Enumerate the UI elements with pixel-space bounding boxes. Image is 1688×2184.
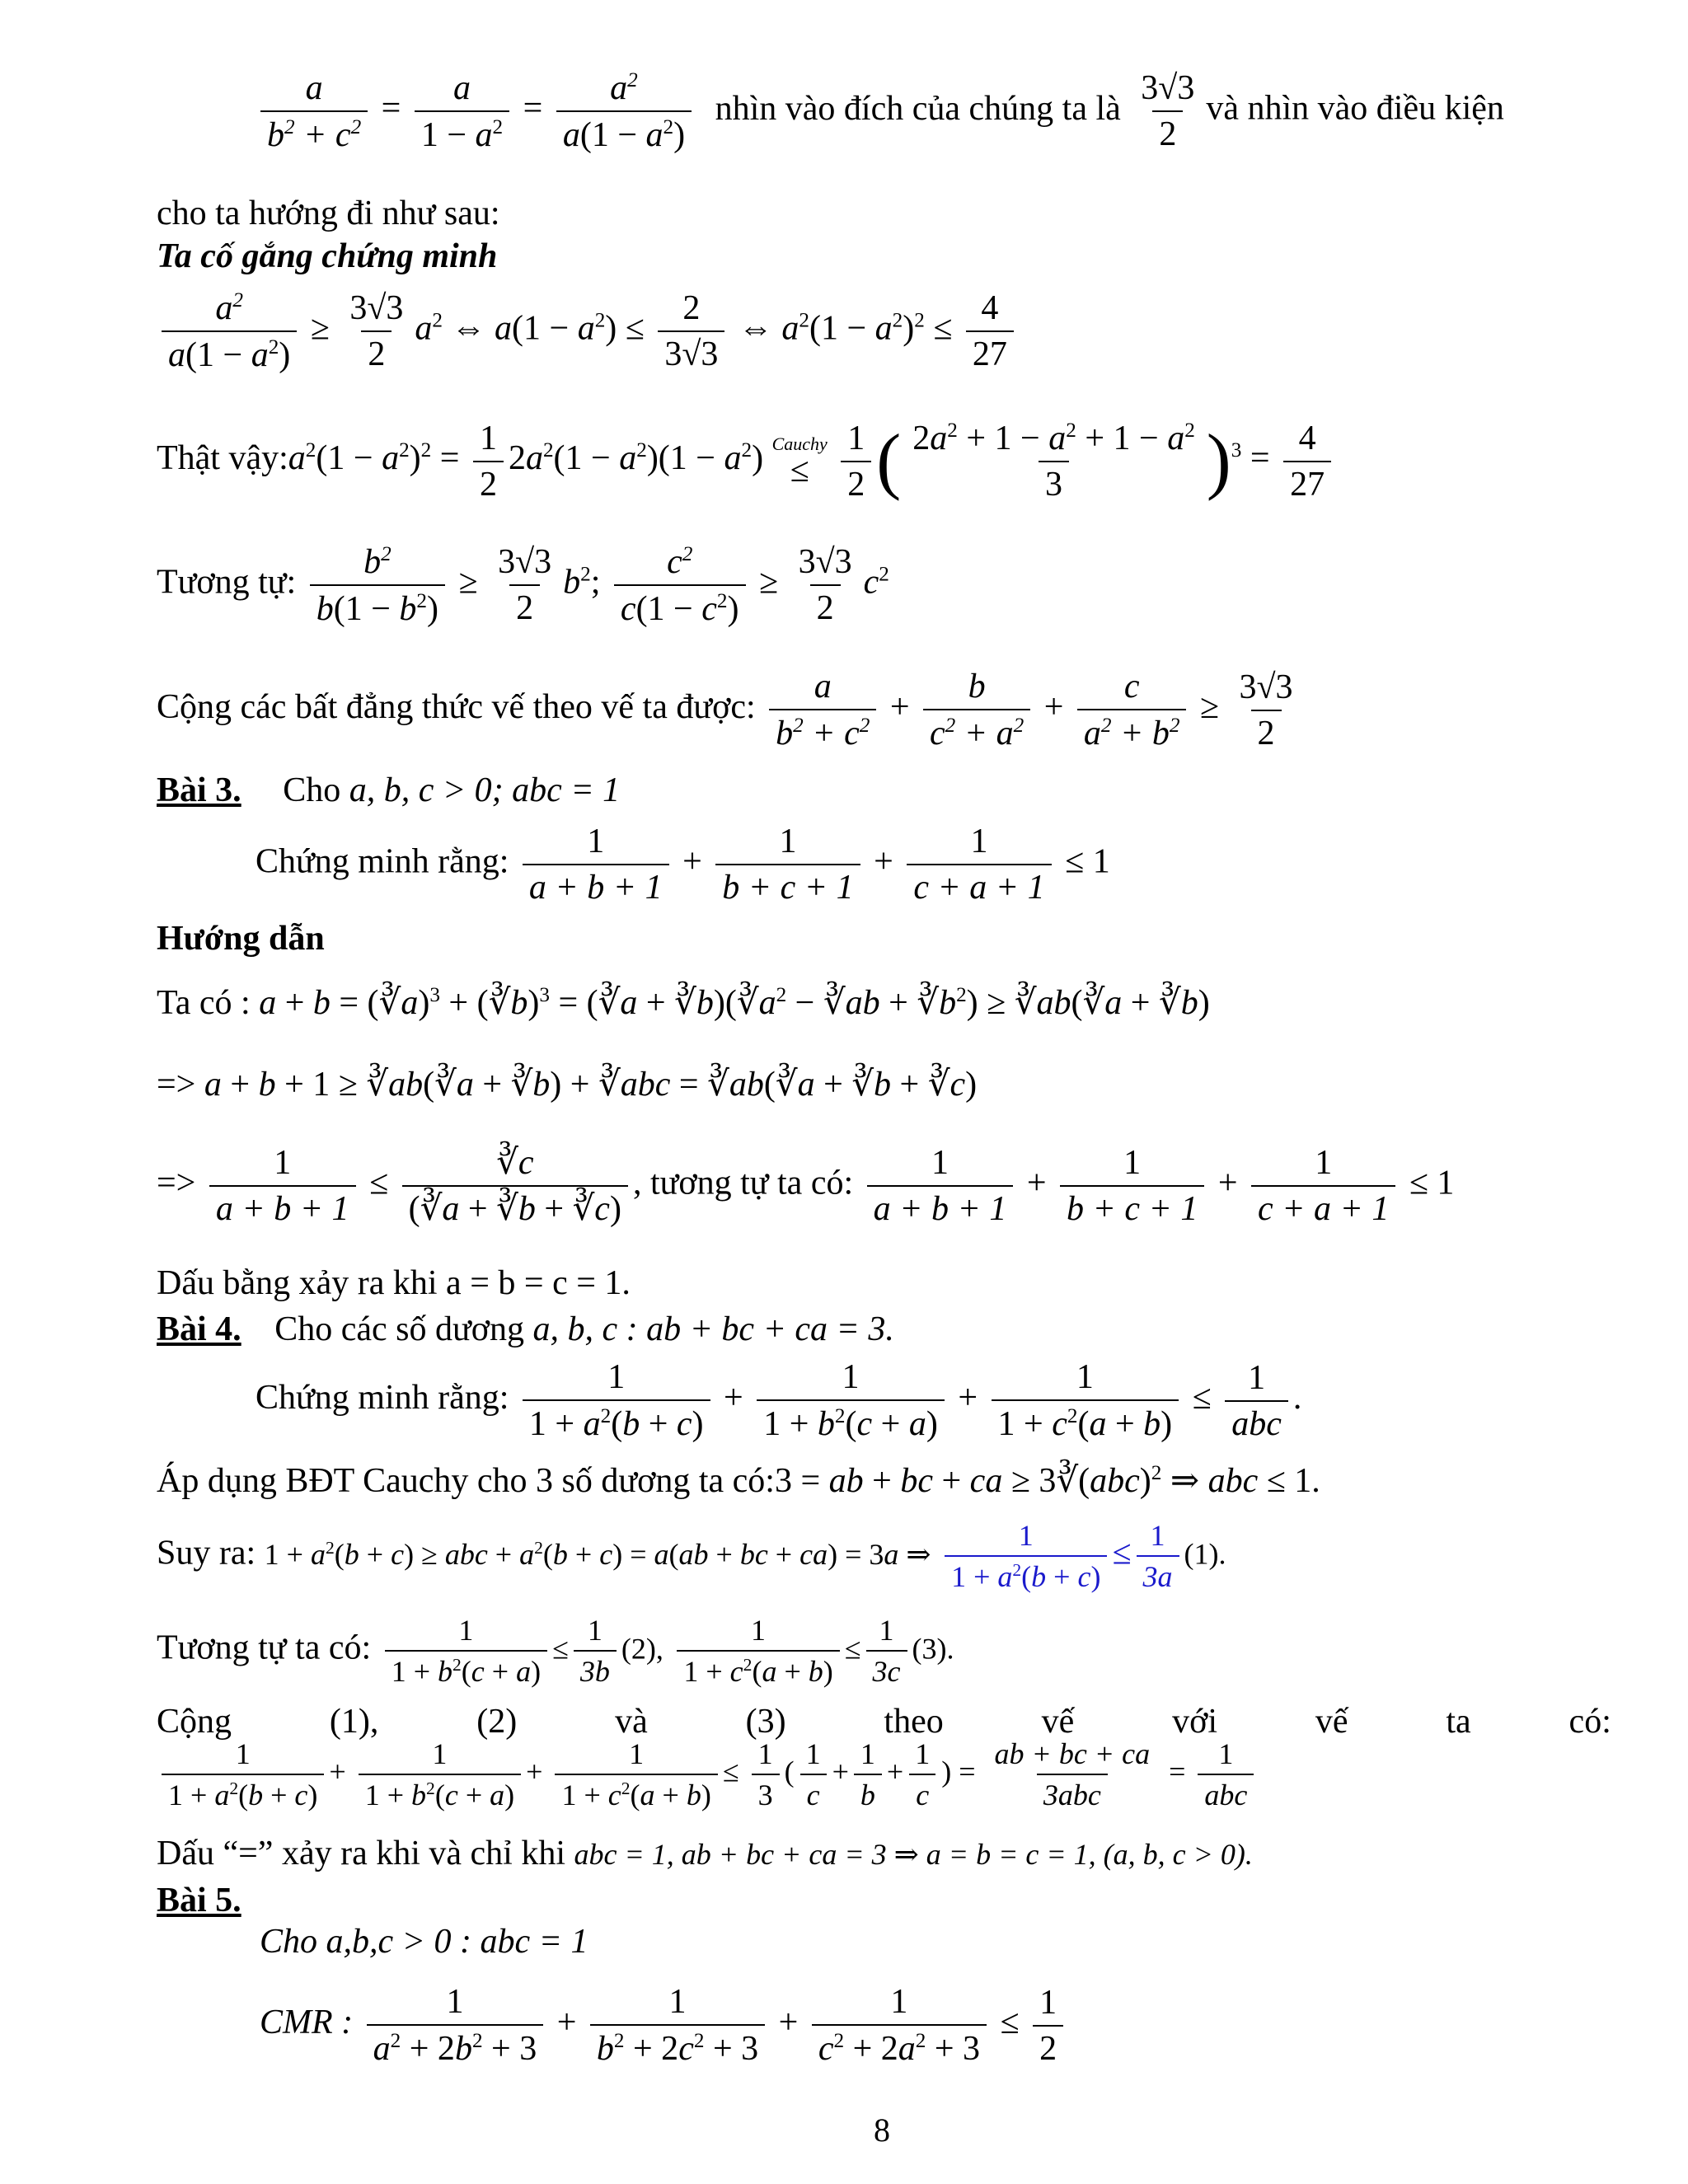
suy-ra-label: Suy ra: [157,1534,256,1572]
implies-1: => [157,1066,196,1104]
formula-7: Cộng các bất đẳng thức vế theo vế ta được: $\frac{a}{b^2 + c^2}$ + $\frac{b}{c^2 + a^2}$ + $\frac{c}{a^2 + b^2}$ ≥ $\frac{3√3}{2}$ [157,668,1293,752]
bai-4-label: Bài 4. [157,1310,241,1348]
bai-3-equality: Dấu bằng xảy ra khi a = b = c = 1. [157,1264,631,1302]
tuong-tu-label-2: Tương tự ta có: [157,1629,372,1667]
bai-5-label: Bài 5. [157,1882,241,1919]
bai-4-condition: a, b, c : ab + bc + ca = 3. [532,1310,894,1348]
bai-5-condition: Cho a,b,c > 0 : abc = 1 [260,1923,588,1961]
cong-word: vế [1315,1703,1348,1741]
formula-5: Thật $vậy:a^2(1 - a^2)^2$ = $\frac{1}{2}$ $2a^2(1 - a^2)(1 - a^2)$ Cauchy ≤ $\frac{1}{2}$ ( $\frac{2a^2 + 1 - a^2 + 1 - a^2}{3}$ )$^3$ = $\frac{4}{27}$ [157,420,1336,502]
cong-word: (3) [745,1703,786,1741]
dau-eq-label: Dấu “=” xảy ra khi và chỉ khi [157,1835,566,1872]
bai-4-cong-line [157,1702,1611,1741]
line-6-prefix: Tương tự: [157,563,297,602]
cong-word: vế [1041,1703,1075,1741]
heading-try-prove: Ta cố gắng chứng minh [157,237,498,275]
bai-4-equality [157,1836,1253,1871]
bai-3-step-2: => a + b + 1 ≥ ∛ab(∛a + ∛b) + ∛abc = ∛ab(∛a + ∛b + ∛c) [157,1066,978,1104]
bai-4-header [157,1312,894,1347]
bai-4-cauchy: Áp dụng BĐT Cauchy cho 3 số dương ta có:3 = ab + bc + ca ≥ 3∛(abc)$^2$ ⇒ abc ≤ 1. [157,1462,1320,1500]
bai-3-step-1: Ta có : a + b = (∛a)$^3$ + (∛b)$^3$ = (∛a + $∛b)(∛a^2$ − ∛ab + $∛b^2$) ≥ ∛ab(∛a + ∛b) [157,984,1210,1022]
bai-3-condition: a, b, c > 0; abc = 1 [349,771,621,809]
bai-4-statement: Chứng minh rằng: $\frac{1}{1 + a^2(b + c)}$ + $\frac{1}{1 + b^2(c + a)}$ + $\frac{1}{1 + c^2(a + b)}$ ≤ 1 abc . [256,1358,1302,1443]
bai-4-cho: Cho các số dương [274,1310,524,1348]
bai-3-step-3: => $\frac{1}{a + b + 1}$ ≤ $\frac{∛c}{(∛a + ∛b + ∛c)}$ , tương tự ta có: $\frac{1}{a + b + 1}$ + $\frac{1}{b + c + 1}$ + $\frac{1}{c + a + 1}$ ≤ 1 [157,1144,1455,1228]
tuong-tu-label: , tương tự ta có: [632,1164,854,1202]
implies-2: => [157,1164,196,1202]
ta-co-label: Ta có : [157,984,251,1022]
chung-minh-label: Chứng minh rằng: [256,842,509,881]
cong-word: và [615,1703,648,1741]
bai-3-header [157,773,620,808]
line-1: $\frac{a}{b^2 + c^2}$ = $\frac{a}{1 - a^2}$ = $\frac{a^2}{a(1 - a^2)}$ nhìn vào đích của chúng ta là $\frac{3√3}{2}$ và nhìn vào điều kiện [256,70,1504,152]
formula-6: Tương tự: $\frac{b^2}{b(1 - b^2)}$ ≥ $\frac{3√3}{2}$ $b^2$; $\frac{c^2}{c(1 - c^2)}$ ≥ $\frac{3√3}{2}$ $c^2$ [157,543,889,628]
ap-dung-label: Áp dụng BĐT Cauchy cho 3 số dương ta có: [157,1462,775,1500]
cong-word: ta [1446,1703,1471,1741]
chung-minh-label-2: Chứng minh rằng: [256,1379,509,1418]
line-1-text-b: và nhìn vào điều kiện [1206,89,1504,128]
cmr-label: CMR : [260,2004,354,2042]
cong-word: (2) [476,1703,518,1741]
page-number: 8 [874,2111,890,2149]
cauchy-label: Cauchy [771,433,828,454]
cong-word: Cộng [157,1703,232,1741]
line-7-prefix: Cộng các bất đẳng thức vế theo vế ta được: [157,688,756,727]
dau-eq-condition: abc = 1, ab + bc + ca = 3 ⇒ a = b = c = 1, (a, b, c > 0). [574,1838,1253,1871]
cong-word: theo [884,1703,944,1741]
bai-3-label: Bài 3. [157,771,241,809]
line-5-prefix: Thật vậy: [157,439,288,478]
bai-5-statement: CMR : $\frac{1}{a^2 + 2b^2 + 3}$ + $\frac{1}{b^2 + 2c^2 + 3}$ + $\frac{1}{c^2 + 2a^2 + 3}$ ≤ $\frac{1}{2}$ [260,1985,1068,2066]
bai-3-statement: Chứng minh rằng: $\frac{1}{a + b + 1}$ + $\frac{1}{b + c + 1}$ + $\frac{1}{c + a + 1}$ ≤ 1 [256,823,1110,907]
cong-word: với [1172,1703,1217,1741]
line-1-text-a: nhìn vào đích của chúng ta là [715,89,1121,128]
huong-dan-heading: Hướng dẫn [157,920,325,958]
bai-3-cho: Cho [283,771,341,809]
line-2: cho ta hướng đi như sau: [157,194,500,232]
cong-word: (1), [329,1703,379,1741]
bai-4-sum: $\frac{1}{1 + a^2(b + c)}$ + $\frac{1}{1 + b^2(c + a)}$ + $\frac{1}{1 + c^2(a + b)}$ ≤ $\frac{1}{3}$ ( $\frac{1}{c}$ + $\frac{1}{b}$ + $\frac{1}{c}$ ) = ab + bc + ca 3abc = 1 abc [157,1739,1259,1810]
bai-4-similar: Tương tự ta có: $\frac{1}{1 + b^2(c + a)}$ ≤ $\frac{1}{3b}$ (2), $\frac{1}{1 + c^2(a + b)}$ ≤ $\frac{1}{3c}$ (3). [157,1614,954,1688]
formula-4: $\frac{a^2}{a(1 - a^2)}$ ≥ $\frac{3√3}{2}$ $a^2$ ⇔ $a(1 - a^2)$ ≤ $\frac{2}{3√3}$ ⇔ $a^2(1 - a^2)^2$ ≤ $\frac{4}{27}$ [157,290,1019,373]
cong-word: có: [1568,1703,1611,1741]
bai-4-suy-ra: Suy ra: $1 + a^2(b + c)$ ≥ abc + $a^2(b + c) = a(ab$ + bc + ca) = 3a ⇒ $\frac{1}{1 + a^2(b + c)}$ ≤ $\frac{1}{3a}$ (1). [157,1519,1226,1593]
